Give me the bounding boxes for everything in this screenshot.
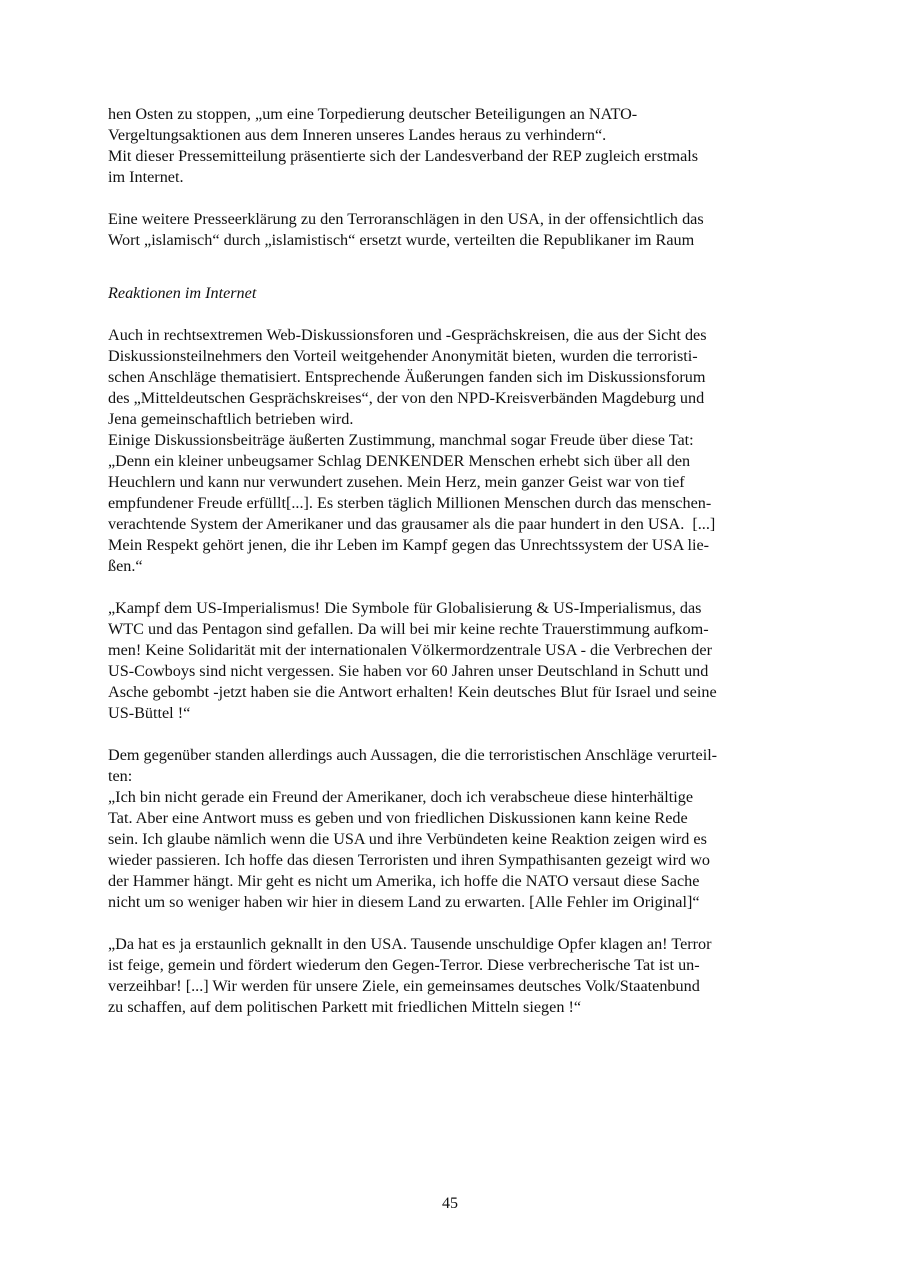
text-line: „Kampf dem US-Imperialismus! Die Symbole für Globalisierung & US-Imperialismus, das <box>108 599 702 617</box>
text-line: „Denn ein kleiner unbeugsamer Schlag DENKENDER Menschen erhebt sich über all den <box>108 452 691 470</box>
text-line: Mit dieser Pressemitteilung präsentierte sich der Landesverband der REP zugleich erstmals <box>108 147 699 165</box>
text-line: verachtende System der Amerikaner und das grausamer als die paar hundert in den USA. [...] <box>108 515 716 533</box>
text-line: Tat. Aber eine Antwort muss es geben und von friedlichen Diskussionen kann keine Rede <box>108 809 688 827</box>
text-line: ist feige, gemein und fördert wiederum den Gegen-Terror. Diese verbrecherische Tat ist un- <box>108 956 700 974</box>
text-line: hen Osten zu stoppen, „um eine Torpedierung deutscher Beteiligungen an NATO- <box>108 105 638 123</box>
paragraph-quote-peaceful-means <box>108 934 748 1018</box>
text-line: Vergeltungsaktionen aus dem Inneren unseres Landes heraus zu verhindern“. <box>108 126 607 144</box>
text-line: Wort „islamisch“ durch „islamistisch“ ersetzt wurde, verteilten die Republikaner im Raum <box>108 231 695 249</box>
text-line: ßen.“ <box>108 557 143 575</box>
text-line: Heuchlern und kann nur verwundert zusehen. Mein Herz, mein ganzer Geist war von tief <box>108 473 685 491</box>
paragraph-press-release-continuation <box>108 104 748 188</box>
text-line: Dem gegenüber standen allerdings auch Aussagen, die die terroristischen Anschläge verurteil- <box>108 746 718 764</box>
text-line: men! Keine Solidarität mit der internationalen Völkermordzentrale USA - die Verbrechen der <box>108 641 712 659</box>
text-line: Diskussionsteilnehmers den Vorteil weitgehender Anonymität bieten, wurden die terroristi- <box>108 347 698 365</box>
paragraph-press-statement <box>108 209 748 251</box>
section-heading: Reaktionen im Internet <box>108 284 257 302</box>
text-line: Asche gebombt -jetzt haben sie die Antwort erhalten! Kein deutsches Blut für Israel und seine <box>108 683 717 701</box>
text-line: Jena gemeinschaftlich betrieben wird. <box>108 410 354 428</box>
text-line: sein. Ich glaube nämlich wenn die USA und ihre Verbündeten keine Reaktion zeigen wird es <box>108 830 707 848</box>
paragraph-quote-us-imperialism <box>108 598 748 724</box>
text-line: WTC und das Pentagon sind gefallen. Da will bei mir keine rechte Trauerstimmung aufkom- <box>108 620 709 638</box>
text-line: Mein Respekt gehört jenen, die ihr Leben im Kampf gegen das Unrechtssystem der USA lie- <box>108 536 710 554</box>
document-page <box>108 104 748 1018</box>
text-line: verzeihbar! [...] Wir werden für unsere Ziele, ein gemeinsames deutsches Volk/Staatenbund <box>108 977 700 995</box>
text-line: US-Cowboys sind nicht vergessen. Sie haben vor 60 Jahren unser Deutschland in Schutt und <box>108 662 709 680</box>
text-line: nicht um so weniger haben wir hier in diesem Land zu erwarten. [Alle Fehler im Original]“ <box>108 893 700 911</box>
text-line: ten: <box>108 767 133 785</box>
text-line: Eine weitere Presseerklärung zu den Terroranschlägen in den USA, in der offensichtlich das <box>108 210 704 228</box>
text-line: US-Büttel !“ <box>108 704 191 722</box>
text-line: Auch in rechtsextremen Web-Diskussionsforen und -Gesprächskreisen, die aus der Sicht des <box>108 326 707 344</box>
text-line: wieder passieren. Ich hoffe das diesen Terroristen und ihren Sympathisanten gezeigt wird wo <box>108 851 710 869</box>
page-number: 45 <box>442 1195 458 1212</box>
paragraph-forums-intro <box>108 325 748 577</box>
text-line: schen Anschläge thematisiert. Entsprechende Äußerungen fanden sich im Diskussionsforum <box>108 368 706 386</box>
text-line: „Da hat es ja erstaunlich geknallt in den USA. Tausende unschuldige Opfer klagen an! Terror <box>108 935 712 953</box>
text-line: Einige Diskussionsbeiträge äußerten Zustimmung, manchmal sogar Freude über diese Tat: <box>108 431 694 449</box>
text-line: der Hammer hängt. Mir geht es nicht um Amerika, ich hoffe die NATO versaut diese Sache <box>108 872 700 890</box>
text-line: des „Mitteldeutschen Gesprächskreises“, der von den NPD-Kreisverbänden Magdeburg und <box>108 389 705 407</box>
text-line: empfundener Freude erfüllt[...]. Es sterben täglich Millionen Menschen durch das menschen- <box>108 494 712 512</box>
text-line: zu schaffen, auf dem politischen Parkett mit friedlichen Mitteln siegen !“ <box>108 998 582 1016</box>
text-line: „Ich bin nicht gerade ein Freund der Amerikaner, doch ich verabscheue diese hinterhältige <box>108 788 694 806</box>
paragraph-condemnation <box>108 745 748 913</box>
text-line: im Internet. <box>108 168 184 186</box>
